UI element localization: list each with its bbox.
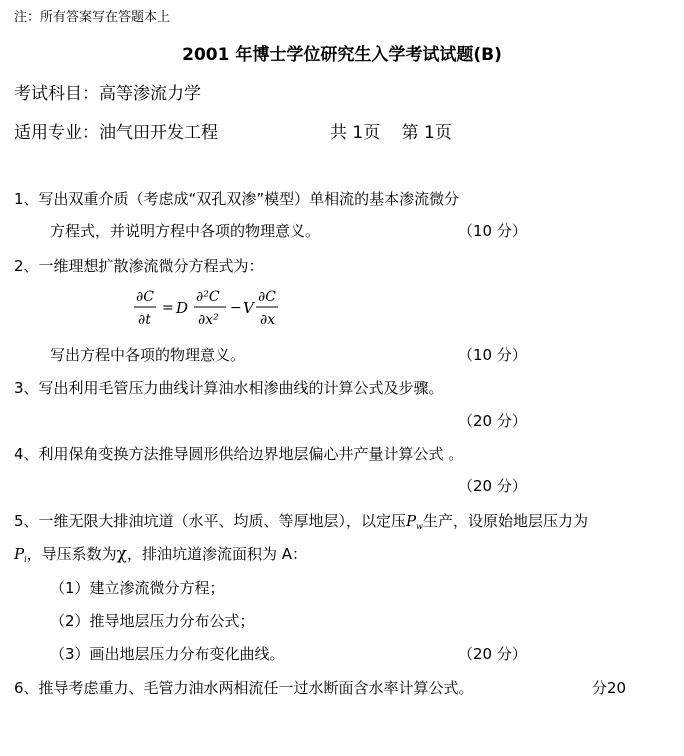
- question-2-line-1: 2、一维理想扩散渗流微分方程式为：: [14, 257, 264, 275]
- coefficient-d: D: [176, 299, 189, 317]
- chi-symbol: χ: [116, 544, 127, 564]
- minus-sign: −: [230, 300, 242, 316]
- question-3-score: （20 分）: [458, 412, 527, 430]
- exam-major: 适用专业：油气田开发工程: [14, 123, 218, 143]
- page-count: [330, 118, 468, 143]
- exam-title: 2001 年博士学位研究生入学考试试题(B): [182, 45, 502, 65]
- question-6-line-1: 6、推导考虑重力、毛管力油水两相流任一过水断面含水率计算公式。: [14, 679, 474, 697]
- pages-total: 共 1页: [330, 123, 381, 143]
- question-5-sub-3: （3）画出地层压力分布变化曲线。: [50, 645, 285, 663]
- question-5-score: （20 分）: [458, 645, 527, 663]
- exam-note: 注：所有答案写在答题本上: [14, 10, 171, 25]
- pw-symbol: [406, 512, 423, 530]
- question-5-text-c: ，导压系数为: [26, 545, 117, 563]
- question-3-line-1: 3、写出利用毛管压力曲线计算油水相渗曲线的计算公式及步骤。: [14, 379, 444, 397]
- diffusion-equation-svg: [130, 284, 290, 334]
- question-6-score: 分20: [592, 679, 627, 697]
- question-2-line-2: 写出方程中各项的物理意义。: [50, 346, 246, 364]
- rhs1-numerator: ∂²C: [196, 289, 220, 305]
- rhs2-numerator: ∂C: [258, 289, 276, 305]
- pi-main: P: [14, 545, 25, 563]
- pi-symbol: [14, 545, 27, 563]
- question-5-text-a: 5、一维无限大排油坑道（水平、均质、等厚地层），以定压: [14, 512, 407, 530]
- pw-subscript: w: [416, 522, 423, 531]
- question-5-text-d: ，排油坑道渗流面积为 A：: [126, 545, 308, 563]
- rhs1-denominator: ∂x²: [198, 312, 219, 328]
- pages-current: 第 1页: [401, 123, 452, 143]
- question-4-line-1: 4、利用保角变换方法推导圆形供给边界地层偏心井产量计算公式 。: [14, 445, 464, 463]
- question-5-sub-2: （2）推导地层压力分布公式；: [50, 612, 255, 630]
- question-2-score: （10 分）: [458, 346, 527, 364]
- exam-subject: 考试科目：高等渗流力学: [14, 84, 201, 104]
- question-5-sub-1: （1）建立渗流微分方程；: [50, 579, 225, 597]
- equals-sign: =: [162, 300, 174, 316]
- question-5-line-1: [14, 510, 588, 531]
- pi-subscript: i: [24, 555, 27, 564]
- diffusion-equation: [130, 284, 290, 334]
- lhs-numerator: ∂C: [136, 289, 154, 305]
- rhs2-denominator: ∂x: [260, 312, 276, 328]
- question-1-line-1: 1、写出双重介质（考虑成“双孔双渗”模型）单相流的基本渗流微分: [14, 190, 460, 208]
- question-5-text-b: 生产，设原始地层压力为: [423, 512, 589, 530]
- question-1-line-2: 方程式，并说明方程中各项的物理意义。: [50, 222, 321, 240]
- question-1-score: （10 分）: [458, 222, 527, 240]
- pw-main: P: [406, 512, 417, 530]
- question-5-line-2: [14, 543, 307, 564]
- question-4-score: （20 分）: [458, 477, 527, 495]
- coefficient-v: V: [243, 299, 254, 317]
- lhs-denominator: ∂t: [138, 312, 151, 328]
